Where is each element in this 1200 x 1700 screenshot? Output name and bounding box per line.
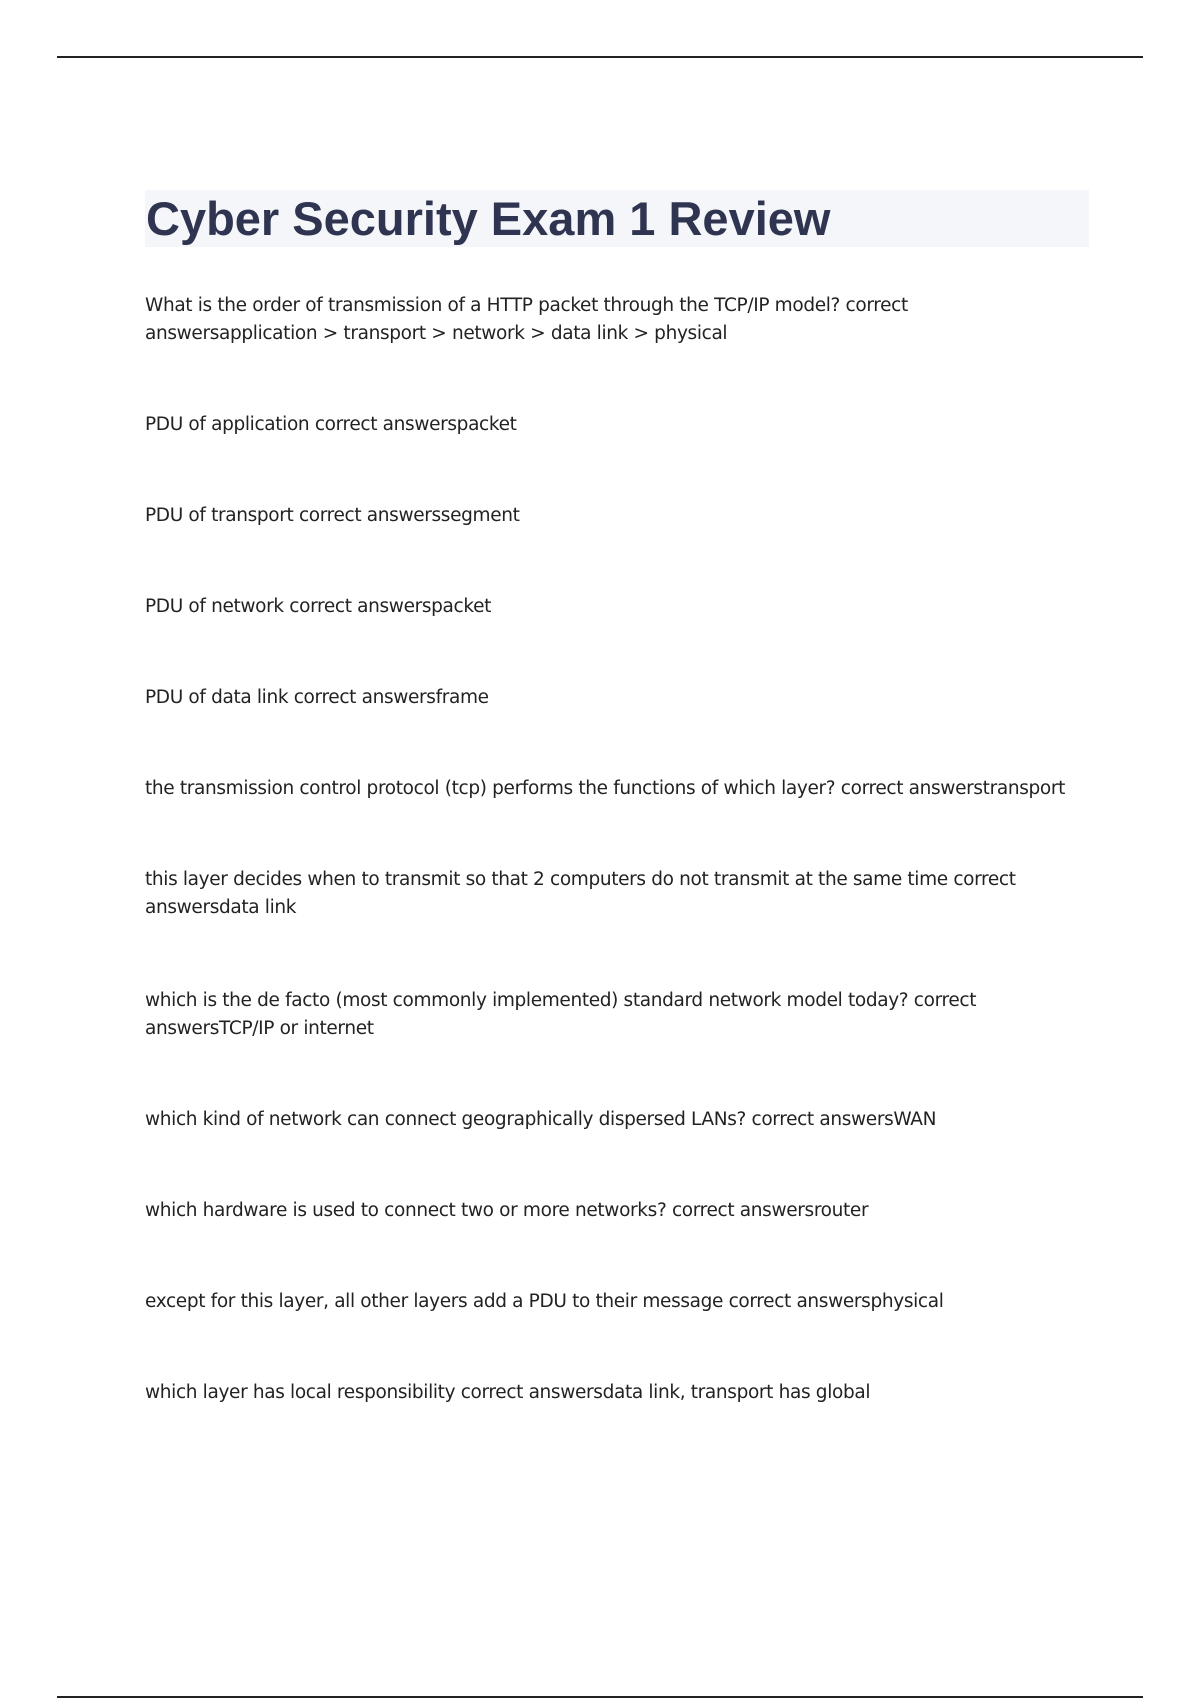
qa-item: which is the de facto (most commonly implemented) standard network model today? correct answersTCP/IP or internet: [145, 990, 977, 1039]
qa-item: PDU of network correct answerspacket: [145, 596, 492, 617]
qa-item: which hardware is used to connect two or more networks? correct answersrouter: [145, 1200, 869, 1221]
qa-item: except for this layer, all other layers add a PDU to their message correct answersphysical: [145, 1291, 944, 1312]
qa-item: which layer has local responsibility correct answersdata link, transport has global: [145, 1382, 871, 1403]
qa-item: this layer decides when to transmit so that 2 computers do not transmit at the same time correct answersdata link: [145, 869, 1016, 918]
qa-item: PDU of data link correct answersframe: [145, 687, 489, 708]
qa-item: the transmission control protocol (tcp) performs the functions of which layer? correct answerstransport: [145, 778, 1065, 799]
page-title: Cyber Security Exam 1 Review: [146, 192, 831, 245]
bottom-rule: [57, 1696, 1143, 1698]
qa-item: What is the order of transmission of a HTTP packet through the TCP/IP model? correct answersapplication > transport > network > data link > physical: [145, 295, 908, 344]
top-rule: [57, 56, 1143, 58]
qa-item: PDU of application correct answerspacket: [145, 414, 517, 435]
qa-item: PDU of transport correct answerssegment: [145, 505, 520, 526]
qa-item: which kind of network can connect geographically dispersed LANs? correct answersWAN: [145, 1109, 937, 1130]
